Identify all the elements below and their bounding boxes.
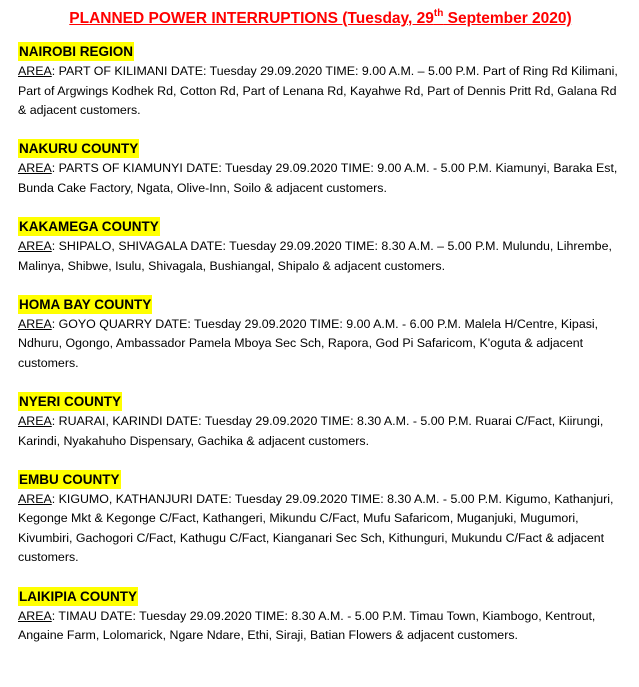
region-heading: EMBU COUNTY xyxy=(19,471,120,487)
section-nairobi xyxy=(18,42,623,121)
section-text: : KIGUMO, KATHANJURI DATE: Tuesday 29.09.2020 TIME: 8.30 A.M. - 5.00 P.M. Kigumo, Kathanjuri, Kegonge Mkt & Kegonge C/Fact, Kathangeri, Mikundu C/Fact, Mufu Safaricom, Muganjuki, Mugumori, Kivumbiri, Gachogori C/Fact, Kathugu C/Fact, Kianganari Sec Sch, Kithunguri, Mukundu C/Fact & adjacent customers. xyxy=(18,491,614,565)
section-homa-bay xyxy=(18,295,623,374)
section-details xyxy=(18,412,623,451)
section-details xyxy=(18,237,623,276)
region-heading: NYERI COUNTY xyxy=(19,393,122,409)
section-details xyxy=(18,315,623,374)
section-text: : GOYO QUARRY DATE: Tuesday 29.09.2020 TIME: 9.00 A.M. - 6.00 P.M. Malela H/Centre, Kipasi, Ndhuru, Ogongo, Ambassador Pamela Mboya Sec Sch, Rapora, God Pi Safaricom, K'oguta & adjacent customers. xyxy=(18,316,599,370)
section-embu xyxy=(18,470,623,568)
section-text: : TIMAU DATE: Tuesday 29.09.2020 TIME: 8.30 A.M. - 5.00 P.M. Timau Town, Kiambogo, Kentrout, Angaine Farm, Lolomarick, Ngare Ndare, Ethi, Siraji, Batian Flowers & adjacent customers. xyxy=(18,608,596,643)
area-label: AREA xyxy=(18,413,52,428)
section-text: : RUARAI, KARINDI DATE: Tuesday 29.09.2020 TIME: 8.30 A.M. - 5.00 P.M. Ruarai C/Fact, Kiirungi, Karindi, Nyakahuho Dispensary, Gachika & adjacent customers. xyxy=(18,413,604,448)
area-label: AREA xyxy=(18,161,52,176)
title-suffix: September 2020) xyxy=(443,10,572,27)
region-heading: KAKAMEGA COUNTY xyxy=(19,218,159,234)
region-heading: NAIROBI REGION xyxy=(19,44,134,59)
area-label: AREA xyxy=(18,64,52,78)
section-nyeri xyxy=(18,392,623,451)
title-superscript: th xyxy=(433,7,444,19)
section-details xyxy=(18,62,623,121)
section-details xyxy=(18,159,623,198)
section-text: : PART OF KILIMANI DATE: Tuesday 29.09.2020 TIME: 9.00 A.M. – 5.00 P.M. Part of Ring Rd Kilimani, Part of Argwings Kodhek Rd, Cotton Rd, Part of Lenana Rd, Kayahwe Rd, Part of Dennis Pritt Rd, Galana Rd & adjacent customers. xyxy=(18,64,618,118)
region-heading: HOMA BAY COUNTY xyxy=(19,296,152,312)
section-details xyxy=(18,490,623,568)
document-title xyxy=(18,8,623,30)
section-text: : SHIPALO, SHIVAGALA DATE: Tuesday 29.09.2020 TIME: 8.30 A.M. – 5.00 P.M. Mulundu, Lihrembe, Malinya, Shibwe, Isulu, Shivagala, Bushiangal, Shipalo & adjacent customers. xyxy=(18,238,612,273)
section-kakamega xyxy=(18,217,623,276)
section-text: : PARTS OF KIAMUNYI DATE: Tuesday 29.09.2020 TIME: 9.00 A.M. - 5.00 P.M. Kiamunyi, Baraka Est, Bunda Cake Factory, Ngata, Olive-Inn, Soilo & adjacent customers. xyxy=(18,161,618,195)
section-nakuru xyxy=(18,139,623,198)
area-label: AREA xyxy=(18,491,52,506)
area-label: AREA xyxy=(18,238,52,253)
area-label: AREA xyxy=(18,316,52,331)
section-details xyxy=(18,607,623,646)
title-prefix: PLANNED POWER INTERRUPTIONS (Tuesday, 29 xyxy=(69,10,434,27)
region-heading: NAKURU COUNTY xyxy=(19,141,139,157)
region-heading: LAIKIPIA COUNTY xyxy=(19,588,137,604)
section-laikipia xyxy=(18,587,623,646)
area-label: AREA xyxy=(18,608,52,623)
